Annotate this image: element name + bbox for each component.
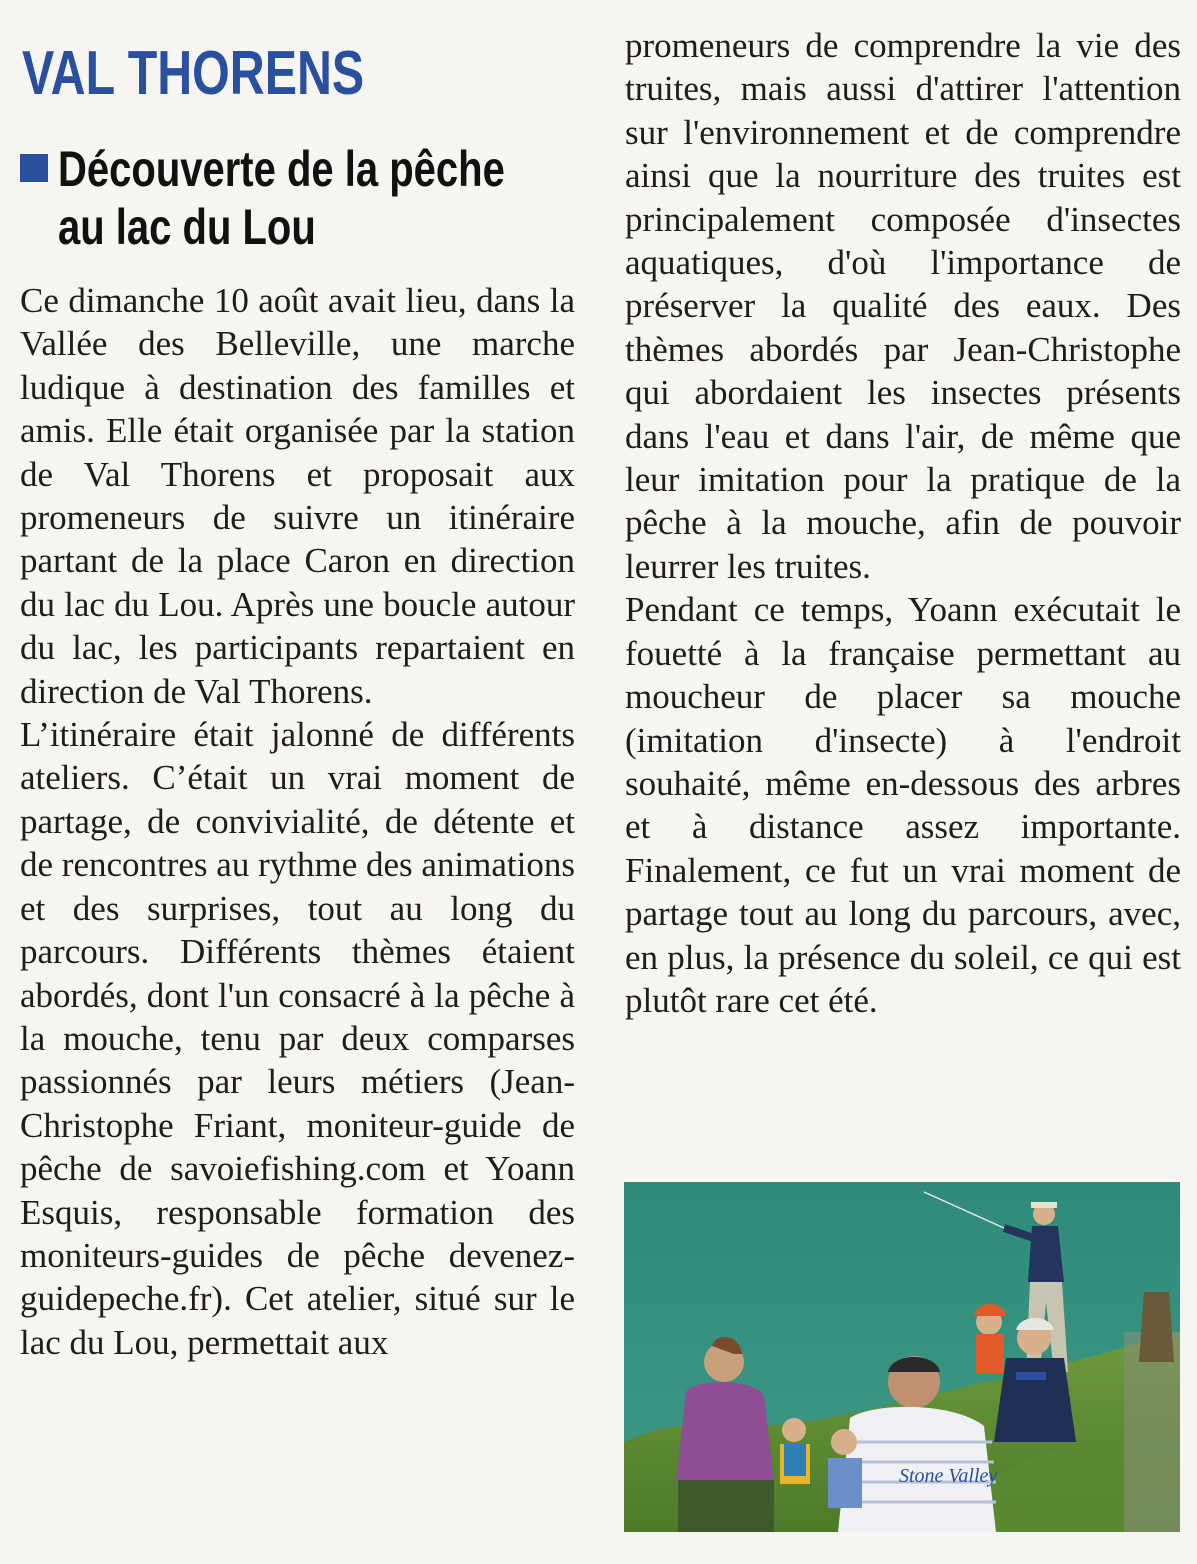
article-photo bbox=[624, 1182, 1180, 1532]
right-paragraph-2: Pendant ce temps, Yoann exécutait le fouetté à la française permettant au moucheur de placer sa mouche (imitation d'insecte) à l'endroit souhaité, même en-dessous des arbres et à distance assez importante. Finalement, ce fut un vrai moment de partage tout au long du parcours, avec, en plus, la présence du soleil, ce qui est plutôt rare cet été. bbox=[625, 590, 1181, 1020]
headline-line-1: Découverte de la pêche bbox=[58, 141, 505, 197]
shirt-print: Stone Valley bbox=[899, 1465, 998, 1487]
backpack bbox=[1139, 1292, 1174, 1362]
left-paragraph-1: Ce dimanche 10 août avait lieu, dans la Vallée des Belleville, une marche ludique à destination des familles et amis. Elle était organisée par la station de Val Thorens et proposait aux promeneurs de suivre un itinéraire partant de la place Caron en direction du lac du Lou. Après une boucle autour du lac, les participants repartaient en direction de Val Thorens. bbox=[20, 281, 575, 711]
article-column-left bbox=[20, 279, 575, 1364]
headline-square-bullet bbox=[20, 154, 48, 182]
headline-line-2: au lac du Lou bbox=[58, 199, 316, 255]
right-paragraph-1: promeneurs de comprendre la vie des truites, mais aussi d'attirer l'attention sur l'environnement et de comprendre ainsi que la nourriture des truites est principalement composée d'insectes aquatiques, d'où l'importance de préserver la qualité des eaux. Des thèmes abordés par Jean-Christophe qui abordaient les insectes présents dans l'eau et dans l'air, de même que leur imitation pour la pratique de la pêche à la mouche, afin de pouvoir leurrer les truites. bbox=[625, 26, 1181, 586]
left-paragraph-2: L’itinéraire était jalonné de différents ateliers. C’était un vrai moment de partage, de convivialité, de détente et de rencontres au rythme des animations et des surprises, tout au long du parcours. Différents thèmes étaient abordés, dont l'un consacré à la pêche à la mouche, tenu par deux comparses passionnés par leurs métiers (Jean-Christophe Friant, moniteur-guide de pêche de savoiefishing.com et Yoann Esquis, responsable formation des moniteurs-guides de pêche devenez-guidepeche.fr). Cet atelier, situé sur le lac du Lou, permettait aux bbox=[20, 715, 575, 1362]
child-red-cap bbox=[974, 1304, 1006, 1374]
article-column-right bbox=[625, 24, 1181, 1022]
section-title: VAL THORENS bbox=[22, 39, 365, 108]
